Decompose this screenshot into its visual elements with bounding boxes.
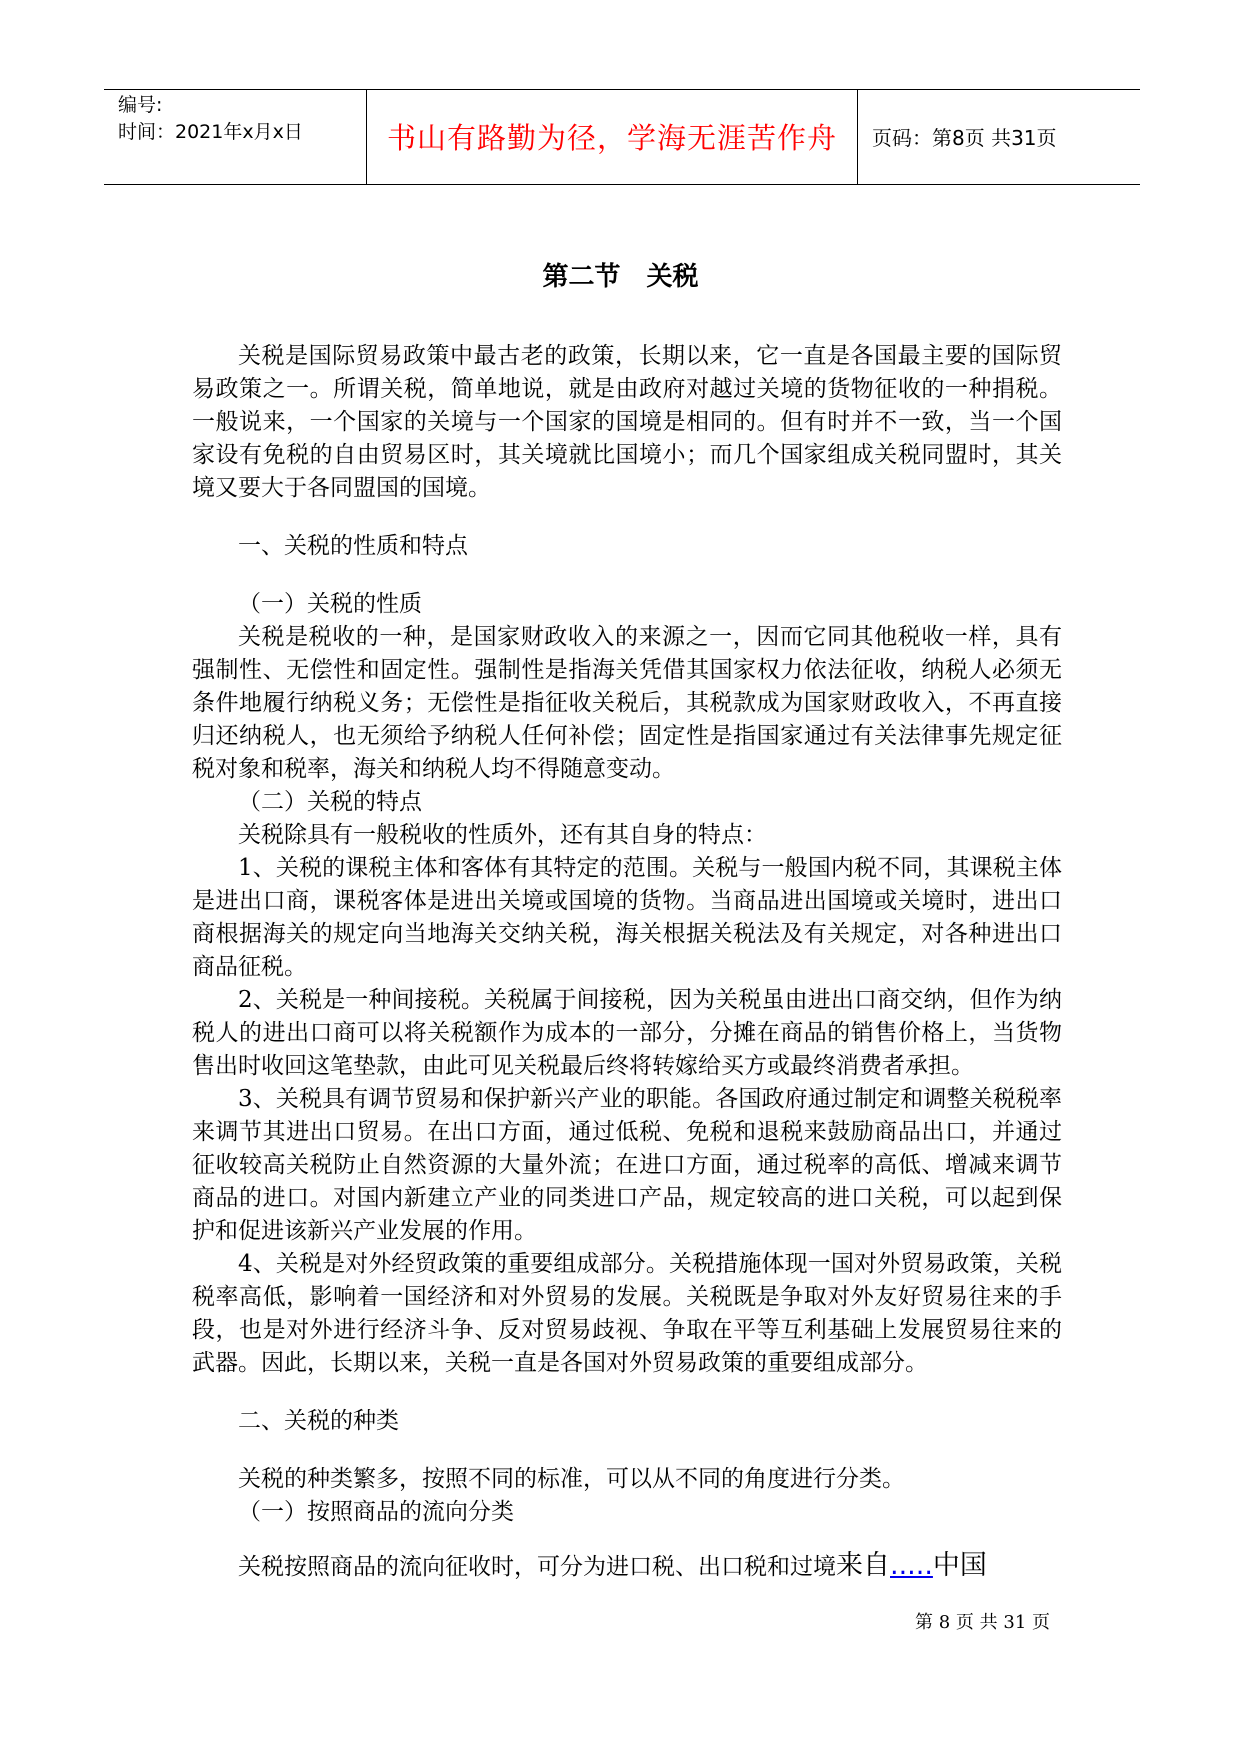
flow-paragraph-text: 关税按照商品的流向征收时，可分为进口税、出口税和过境 — [238, 1554, 836, 1580]
flow-paragraph — [192, 1549, 1062, 1584]
header-page-cell — [858, 90, 1140, 184]
date-line: 时间：2021年x月x日 — [118, 121, 303, 143]
page-info: 页码：第8页 共31页 — [872, 126, 1057, 150]
header-motto-cell — [367, 90, 858, 184]
heading-types: 二、关税的种类 — [238, 1408, 399, 1434]
features-intro-paragraph: 关税除具有一般税收的性质外，还有其自身的特点： — [238, 822, 767, 848]
document-body — [192, 340, 1062, 1584]
feature-4-paragraph: 4、关税是对外经贸政策的重要组成部分。关税措施体现一国对外贸易政策，关税税率高低，影响着一国经济和对外贸易的发展。关税既是争取对外友好贸易往来的手段，也是对外进行经济斗争、反对贸易歧视、争取在平等互利基础上发展贸易往来的武器。因此，长期以来，关税一直是各国对外贸易政策的重要组成部分。 — [192, 1251, 1062, 1376]
header-table — [104, 89, 1140, 185]
heading-nature-and-features: 一、关税的性质和特点 — [238, 533, 468, 559]
source-suffix: 中国 — [932, 1550, 987, 1581]
subheading-nature: （一）关税的性质 — [238, 591, 422, 617]
intro-paragraph: 关税是国际贸易政策中最古老的政策，长期以来，它一直是各国最主要的国际贸易政策之一。所谓关税，简单地说，就是由政府对越过关境的货物征收的一种捐税。一般说来，一个国家的关境与一个国家的国境是相同的。但有时并不一致，当一个国家设有免税的自由贸易区时，其关境就比国境小；而几个国家组成关税同盟时，其关境又要大于各同盟国的国境。 — [192, 343, 1062, 501]
feature-3-paragraph: 3、关税具有调节贸易和保护新兴产业的职能。各国政府通过制定和调整关税税率来调节其进出口贸易。在出口方面，通过低税、免税和退税来鼓励商品出口，并通过征收较高关税防止自然资源的大量外流；在进口方面，通过税率的高低、增减来调节商品的进口。对国内新建立产业的同类进口产品，规定较高的进口关税，可以起到保护和促进该新兴产业发展的作用。 — [192, 1086, 1062, 1244]
subheading-by-flow: （一）按照商品的流向分类 — [238, 1499, 514, 1525]
nature-paragraph: 关税是税收的一种，是国家财政收入的来源之一，因而它同其他税收一样，具有强制性、无偿性和固定性。强制性是指海关凭借其国家权力依法征收，纳税人必须无条件地履行纳税义务；无偿性是指征收关税后，其税款成为国家财政收入，不再直接归还纳税人，也无须给予纳税人任何补偿；固定性是指国家通过有关法律事先规定征税对象和税率，海关和纳税人均不得随意变动。 — [192, 624, 1062, 782]
feature-1-paragraph: 1、关税的课税主体和客体有其特定的范围。关税与一般国内税不同，其课税主体是进出口商，课税客体是进出关境或国境的货物。当商品进出国境或关境时，进出口商根据海关的规定向当地海关交纳关税，海关根据关税法及有关规定，对各种进出口商品征税。 — [192, 855, 1062, 980]
page-footer: 第 8 页 共 31 页 — [915, 1612, 1050, 1633]
header-meta-cell — [104, 90, 367, 184]
feature-2-paragraph: 2、关税是一种间接税。关税属于间接税，因为关税虽由进出口商交纳，但作为纳税人的进出口商可以将关税额作为成本的一部分，分摊在商品的销售价格上，当货物售出时收回这笔垫款，由此可见关税最后终将转嫁给买方或最终消费者承担。 — [192, 987, 1062, 1079]
source-prefix: 来自 — [836, 1550, 890, 1581]
motto-text: 书山有路勤为径，学海无涯苦作舟 — [386, 121, 837, 155]
types-intro-paragraph: 关税的种类繁多，按照不同的标准，可以从不同的角度进行分类。 — [238, 1466, 905, 1492]
section-title: 第二节 关税 — [542, 262, 699, 292]
subheading-features: （二）关税的特点 — [238, 789, 422, 815]
source-link[interactable]: ..... — [890, 1550, 933, 1581]
serial-number-label: 编号: — [118, 94, 163, 116]
